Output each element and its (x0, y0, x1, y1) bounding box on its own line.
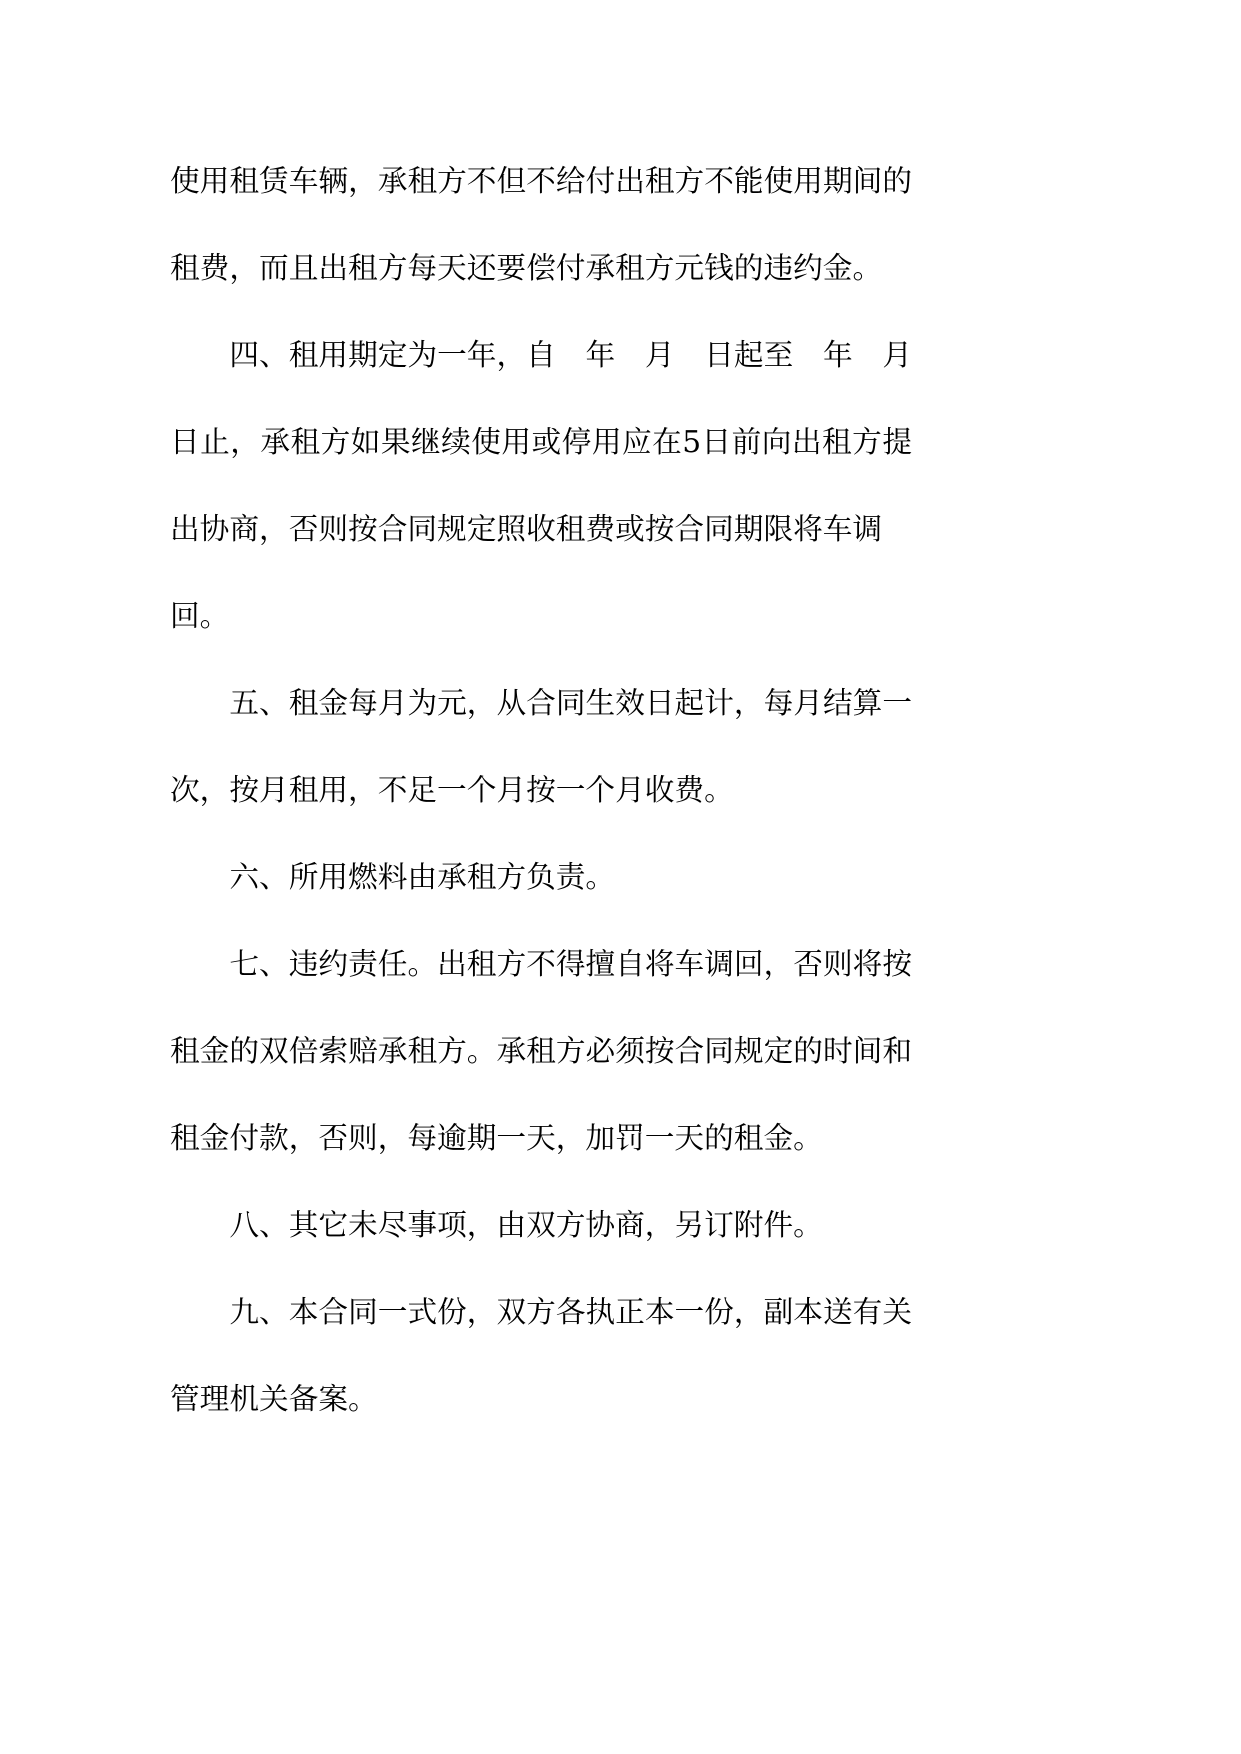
paragraph-clause-8 (170, 1181, 912, 1268)
text-line: 四、租用期定为一年，自 年 月 日起至 年 月 (229, 337, 912, 372)
text-line: 出协商，否则按合同规定照收租费或按合同期限将车调 (170, 511, 883, 546)
text-line: 九、本合同一式份，双方各执正本一份，副本送有关 (229, 1294, 912, 1329)
text-line: 管理机关备案。 (170, 1381, 378, 1416)
text-line: 使用租赁车辆，承租方不但不给付出租方不能使用期间的 (170, 163, 912, 198)
text-line: 五、租金每月为元，从合同生效日起计，每月结算一 (229, 685, 912, 720)
text-line: 租金付款，否则，每逾期一天，加罚一天的租金。 (170, 1120, 823, 1155)
paragraph-clause-6 (170, 833, 912, 920)
paragraph-clause-7 (170, 920, 912, 1181)
text-line: 租金的双倍索赔承租方。承租方必须按合同规定的时间和 (170, 1033, 912, 1068)
text-line: 次，按月租用，不足一个月按一个月收费。 (170, 772, 734, 807)
text-line: 租费，而且出租方每天还要偿付承租方元钱的违约金。 (170, 250, 883, 285)
text-line: 日止，承租方如果继续使用或停用应在5日前向出租方提 (170, 424, 912, 459)
text-line: 八、其它未尽事项，由双方协商，另订附件。 (229, 1207, 823, 1242)
text-line: 回。 (170, 598, 230, 633)
text-line: 七、违约责任。出租方不得擅自将车调回，否则将按 (229, 946, 912, 981)
text-line: 六、所用燃料由承租方负责。 (229, 859, 616, 894)
paragraph-clause-9 (170, 1268, 912, 1442)
paragraph-clause-4 (170, 311, 912, 659)
contract-body-text (170, 137, 912, 1442)
paragraph-continuation (170, 137, 912, 311)
paragraph-clause-5 (170, 659, 912, 833)
